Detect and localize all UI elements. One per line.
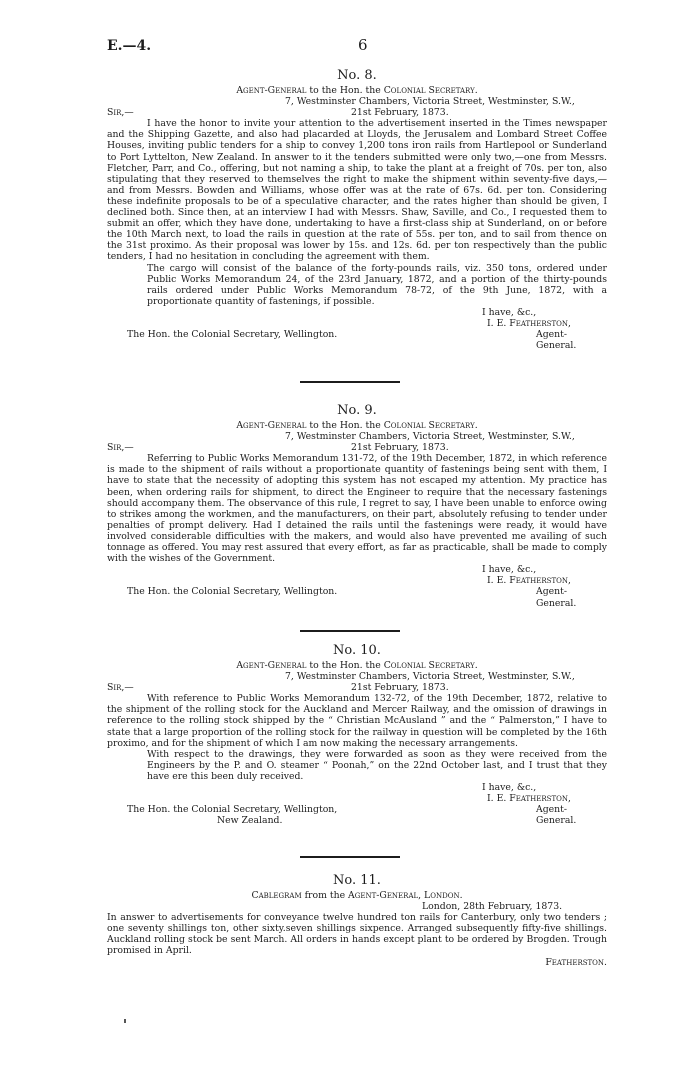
closing: I have, &c., [482,564,537,576]
signer-name: Featherston. [545,956,607,968]
heading-from: Agent-General [236,420,307,431]
paragraph: I have the honor to invite your attention to the advertisement inserted in the Times newspaper and the Shipping Gazette, and also had placarded at Lloyds, the Jerusalem and Lombard Street Coffee Houses, inviting public tenders for a ship to convey 1,200 tons iron rails from Hartlepool or Sunderland to Port Lyttelton, New Zealand. In answer to it the tenders submitted were only two,—one from Messrs. Fletcher, Parr, and Co., offering, but not naming a ship, to take the plant at a freight of 70s. per ton, also stipulating that they reserved to themselves the right to make the shipment within seventy-five days,—and from Messrs. Bowden and Williams, whose offer was at the rate of 67s. 6d. per ton. Considering these indefinite proposals to be of a speculative character, and the rates higher than should be given, I declined both. Since then, at an interview I had with Messrs. Shaw, Saville, and Co., I requested them to submit an offer, which they have done, undertaking to have a first-class ship at Sunderland, on or before the 10th March next, to load the rails in question at the rate of 55s. per ton, and to sail from thence on the 31st proximo. As their proposal was lower by 15s. and 12s. 6d. per ton respectively than the public tenders, I had no hesitation in concluding the agreement with them. [107,118,607,263]
paragraph: With reference to Public Works Memorandum 132-72, of the 19th December, 1872, relative to the shipment of the rolling stock for the Auckland and Mercer Railway, and the omission of drawings in reference to the rolling stock shipped by the “ Christian McAusland ” and the “ Palmerston,” I have to state that a large proportion of the rolling stock for the railway in question will be completed by the 16th proximo, and for the shipment of which I am now making the necessary arrangements. [107,693,607,749]
addressee: The Hon. the Colonial Secretary, Wellington, [127,804,338,816]
letter-address: 7, Westminster Chambers, Victoria Street, Westminster, S.W., [285,671,575,683]
letter-no-9 [107,403,607,609]
letter-no-10 [107,643,607,826]
heading-mid: from the [304,890,346,901]
letter-address: 7, Westminster Chambers, Victoria Street, Westminster, S.W., [285,431,575,443]
letter-title: No. 8. [337,68,377,83]
letter-title: No. 9. [337,403,377,418]
letter-date: London, 28th February, 1873. [422,901,563,913]
heading-to: Colonial Secretary. [383,420,478,431]
heading-mid: to the Hon. the [309,660,381,671]
signature-row [107,586,607,609]
signer-title: Agent-General. [536,329,577,352]
paragraph: Referring to Public Works Memorandum 131-72, of the 19th December, 1872, in which reference is made to the shipment of rails without a proportionate quantity of fastenings being sent with them, I have to state that the necessity of adopting this system has not escaped my attention. My practice has been, when ordering rails for shipment, to direct the Engineer to require that the necessary fastenings should accompany them. The observance of this rule, I regret to say, I have been unable to enforce owing to strikes among the workmen, and the manufacturers, on their part, absolutely refusing to tender under penalties of prompt delivery. Had I detained the rails until the fastenings were ready, it would have involved considerable difficulties with the makers, and would also have prevented me availing of such tonnage as offered. You may rest assured that every effort, as far as practicable, shall be made to comply with the wishes of the Government. [107,453,607,565]
letter-heading [107,660,607,671]
section-divider [300,630,400,632]
signer-name: I. E. Featherston, [487,575,571,587]
closing: I have, &c., [482,306,537,318]
section-divider [300,381,400,383]
heading-from: Agent-General [236,660,307,671]
heading-mid: to the Hon. the [309,85,381,96]
letter-heading [107,420,607,431]
signer-name: I. E. Featherston, [487,317,571,329]
salutation: Sir,— [107,107,134,119]
signature-row [107,329,607,352]
letter-heading [107,890,607,901]
letter-heading [107,85,607,96]
salutation: Sir,— [107,442,134,454]
letter-title: No. 10. [333,643,381,658]
margin-mark [124,1019,126,1023]
addressee: The Hon. the Colonial Secretary, Wellington. [127,586,338,598]
paragraph: With respect to the drawings, they were forwarded as soon as they were received from the Engineers by the P. and O. steamer “ Poonah,” on the 22nd October last, and I trust that they have ere this been duly received. [147,748,607,782]
closing: I have, &c., [482,782,537,794]
cablegram-no-11 [107,873,607,968]
document-reference: E.—4. [107,38,152,54]
heading-from: Cablegram [251,890,302,901]
letter-no-8 [107,68,607,352]
heading-from: Agent-General [236,85,307,96]
heading-to: Agent-General, London. [348,890,463,901]
signer-title: Agent-General. [536,804,577,827]
salutation: Sir,— [107,682,134,694]
paragraph: The cargo will consist of the balance of the forty-pounds rails, viz. 350 tons, ordered under Public Works Memorandum 24, of the 23rd January, 1872, and a portion of the thirty-pounds rails ordered under Public Works Memorandum 78-72, of the 9th June, 1872, with a proportionate quantity of fastenings, if possible. [147,262,607,307]
letter-date: 21st February, 1873. [351,682,449,694]
heading-to: Colonial Secretary. [383,660,478,671]
heading-to: Colonial Secretary. [383,85,478,96]
letter-date: 21st February, 1873. [351,107,449,119]
addressee-line-2: New Zealand. [217,815,283,827]
signer-title: Agent-General. [536,586,577,609]
signer-name: I. E. Featherston, [487,793,571,805]
section-divider [300,856,400,858]
heading-mid: to the Hon. the [309,420,381,431]
letter-address: 7, Westminster Chambers, Victoria Street, Westminster, S.W., [285,96,575,108]
addressee: The Hon. the Colonial Secretary, Wellington. [127,329,338,341]
letter-date: 21st February, 1873. [351,442,449,454]
cablegram-body: In answer to advertisements for conveyance twelve hundred ton rails for Canterbury, only two tenders ; one seventy shillings ton, other sixty.seven shillings sixpence. Arranged subsequently fifty-five shillings. Auckland rolling stock be sent March. All orders in hands except plant to be ordered by Brogden. Trough promised in April. [107,912,607,957]
letter-title: No. 11. [333,873,381,888]
page-number: 6 [358,36,368,54]
